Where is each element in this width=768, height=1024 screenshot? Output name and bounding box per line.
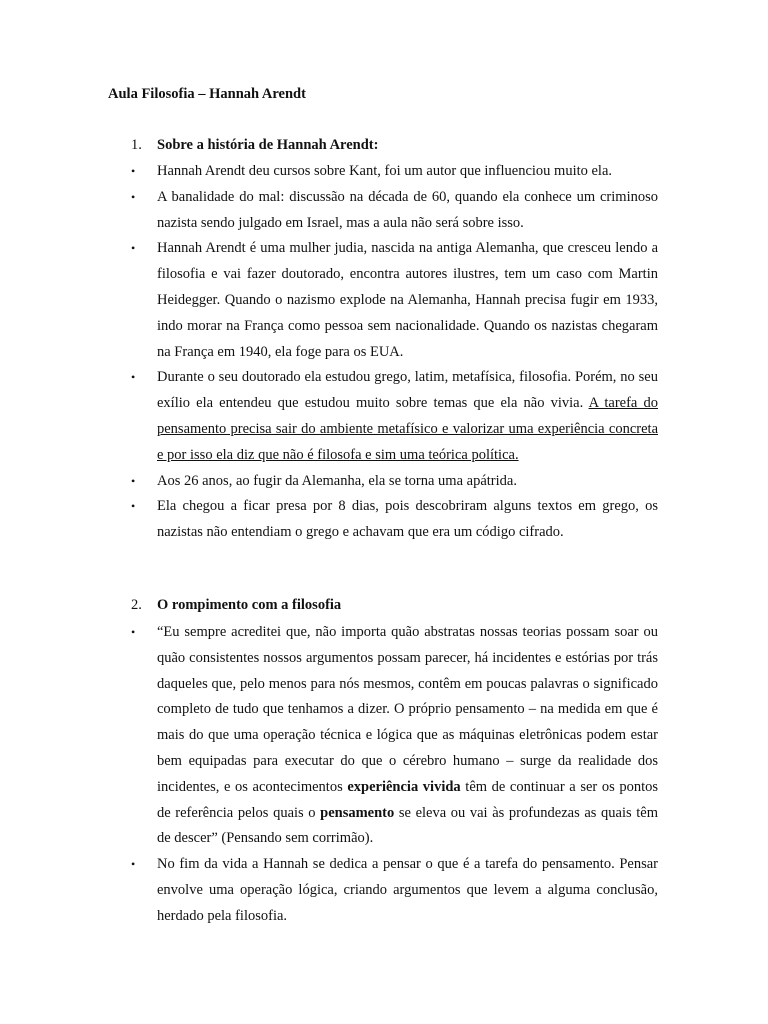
section-title: Sobre a história de Hannah Arendt: [157, 137, 379, 153]
section-number: 1. [131, 137, 142, 153]
bullet-icon: • [131, 164, 136, 178]
bullet-list-section-1 [131, 159, 658, 546]
list-item [131, 620, 658, 852]
section-heading-2 [131, 597, 341, 614]
list-item-text: Hannah Arendt é uma mulher judia, nascida na antiga Alemanha, que cresceu lendo a filosofia e vai fazer doutorado, encontra autores ilustres, tem um caso com Martin Heidegger. Quando o nazismo explode na Alemanha, Hannah precisa fugir em 1933, indo morar na França como pessoa sem nacionalidade. Quando os nazistas chegaram na França em 1940, ela foge para os EUA. [157, 240, 658, 360]
bullet-list-section-2 [131, 620, 658, 930]
list-item [131, 852, 658, 929]
section-heading-1 [131, 137, 378, 154]
list-item [131, 185, 658, 237]
bold-text: pensamento [320, 804, 395, 821]
list-item [131, 494, 658, 546]
bullet-icon: • [131, 625, 136, 639]
list-item [131, 159, 658, 185]
document-title: Aula Filosofia – Hannah Arendt [108, 86, 306, 102]
bullet-icon: • [131, 189, 136, 204]
list-item-text: Ela chegou a ficar presa por 8 dias, pois descobriram alguns textos em grego, os nazistas não entendiam o grego e achavam que era um código cifrado. [157, 498, 658, 541]
underlined-text: A tarefa do pensamento precisa sair do ambiente metafísico e valorizar uma experiência concreta e por isso ela diz que não é filosofa e sim uma teórica política. [157, 395, 658, 463]
list-item-text: No fim da vida a Hannah se dedica a pensar o que é a tarefa do pensamento. Pensar envolve uma operação lógica, criando argumentos que levem a alguma conclusão, herdado pela filosofia. [157, 856, 658, 924]
list-item-text: Durante o seu doutorado ela estudou grego, latim, metafísica, filosofia. Porém, no seu exílio ela entendeu que estudou muito sobre temas que ela não vivia. [157, 369, 658, 412]
bold-text: experiência vivida [347, 778, 461, 795]
list-item-text: se eleva ou vai às profundezas as quais têm de descer” (Pensando sem corrimão). [157, 804, 658, 847]
section-title: O rompimento com a filosofia [157, 597, 342, 613]
list-item-text: A banalidade do mal: discussão na década de 60, quando ela conhece um criminoso nazista sendo julgado em Israel, mas a aula não será sobre isso. [157, 188, 658, 231]
list-item [131, 236, 658, 365]
bullet-icon: • [131, 241, 136, 256]
bullet-icon: • [131, 370, 136, 385]
bullet-icon: • [131, 499, 136, 514]
list-item [131, 469, 658, 495]
bullet-icon: • [131, 473, 136, 488]
bullet-icon: • [131, 857, 136, 872]
list-item-text: Hannah Arendt deu cursos sobre Kant, foi um autor que influenciou muito ela. [157, 163, 613, 179]
list-item-text: Aos 26 anos, ao fugir da Alemanha, ela se torna uma apátrida. [157, 472, 517, 489]
list-item-text: “Eu sempre acreditei que, não importa quão abstratas nossas teorias possam soar ou quão consistentes nossos argumentos possam parecer, há incidentes e estórias por trás daqueles que, pelo menos para nós mesmos, contêm em poucas palavras o significado completo de tudo que tenhamos a dizer. O próprio pensamento – na medida em que é mais do que uma operação técnica e lógica que as máquinas eletrônicas podem estar bem equipadas para executar do que o cérebro humano – surge da realidade dos incidentes, e os acontecimentos [157, 624, 658, 795]
section-number: 2. [131, 597, 142, 613]
list-item-text: têm de continuar a ser os pontos de referência pelos quais o [157, 778, 658, 821]
list-item [131, 365, 658, 468]
